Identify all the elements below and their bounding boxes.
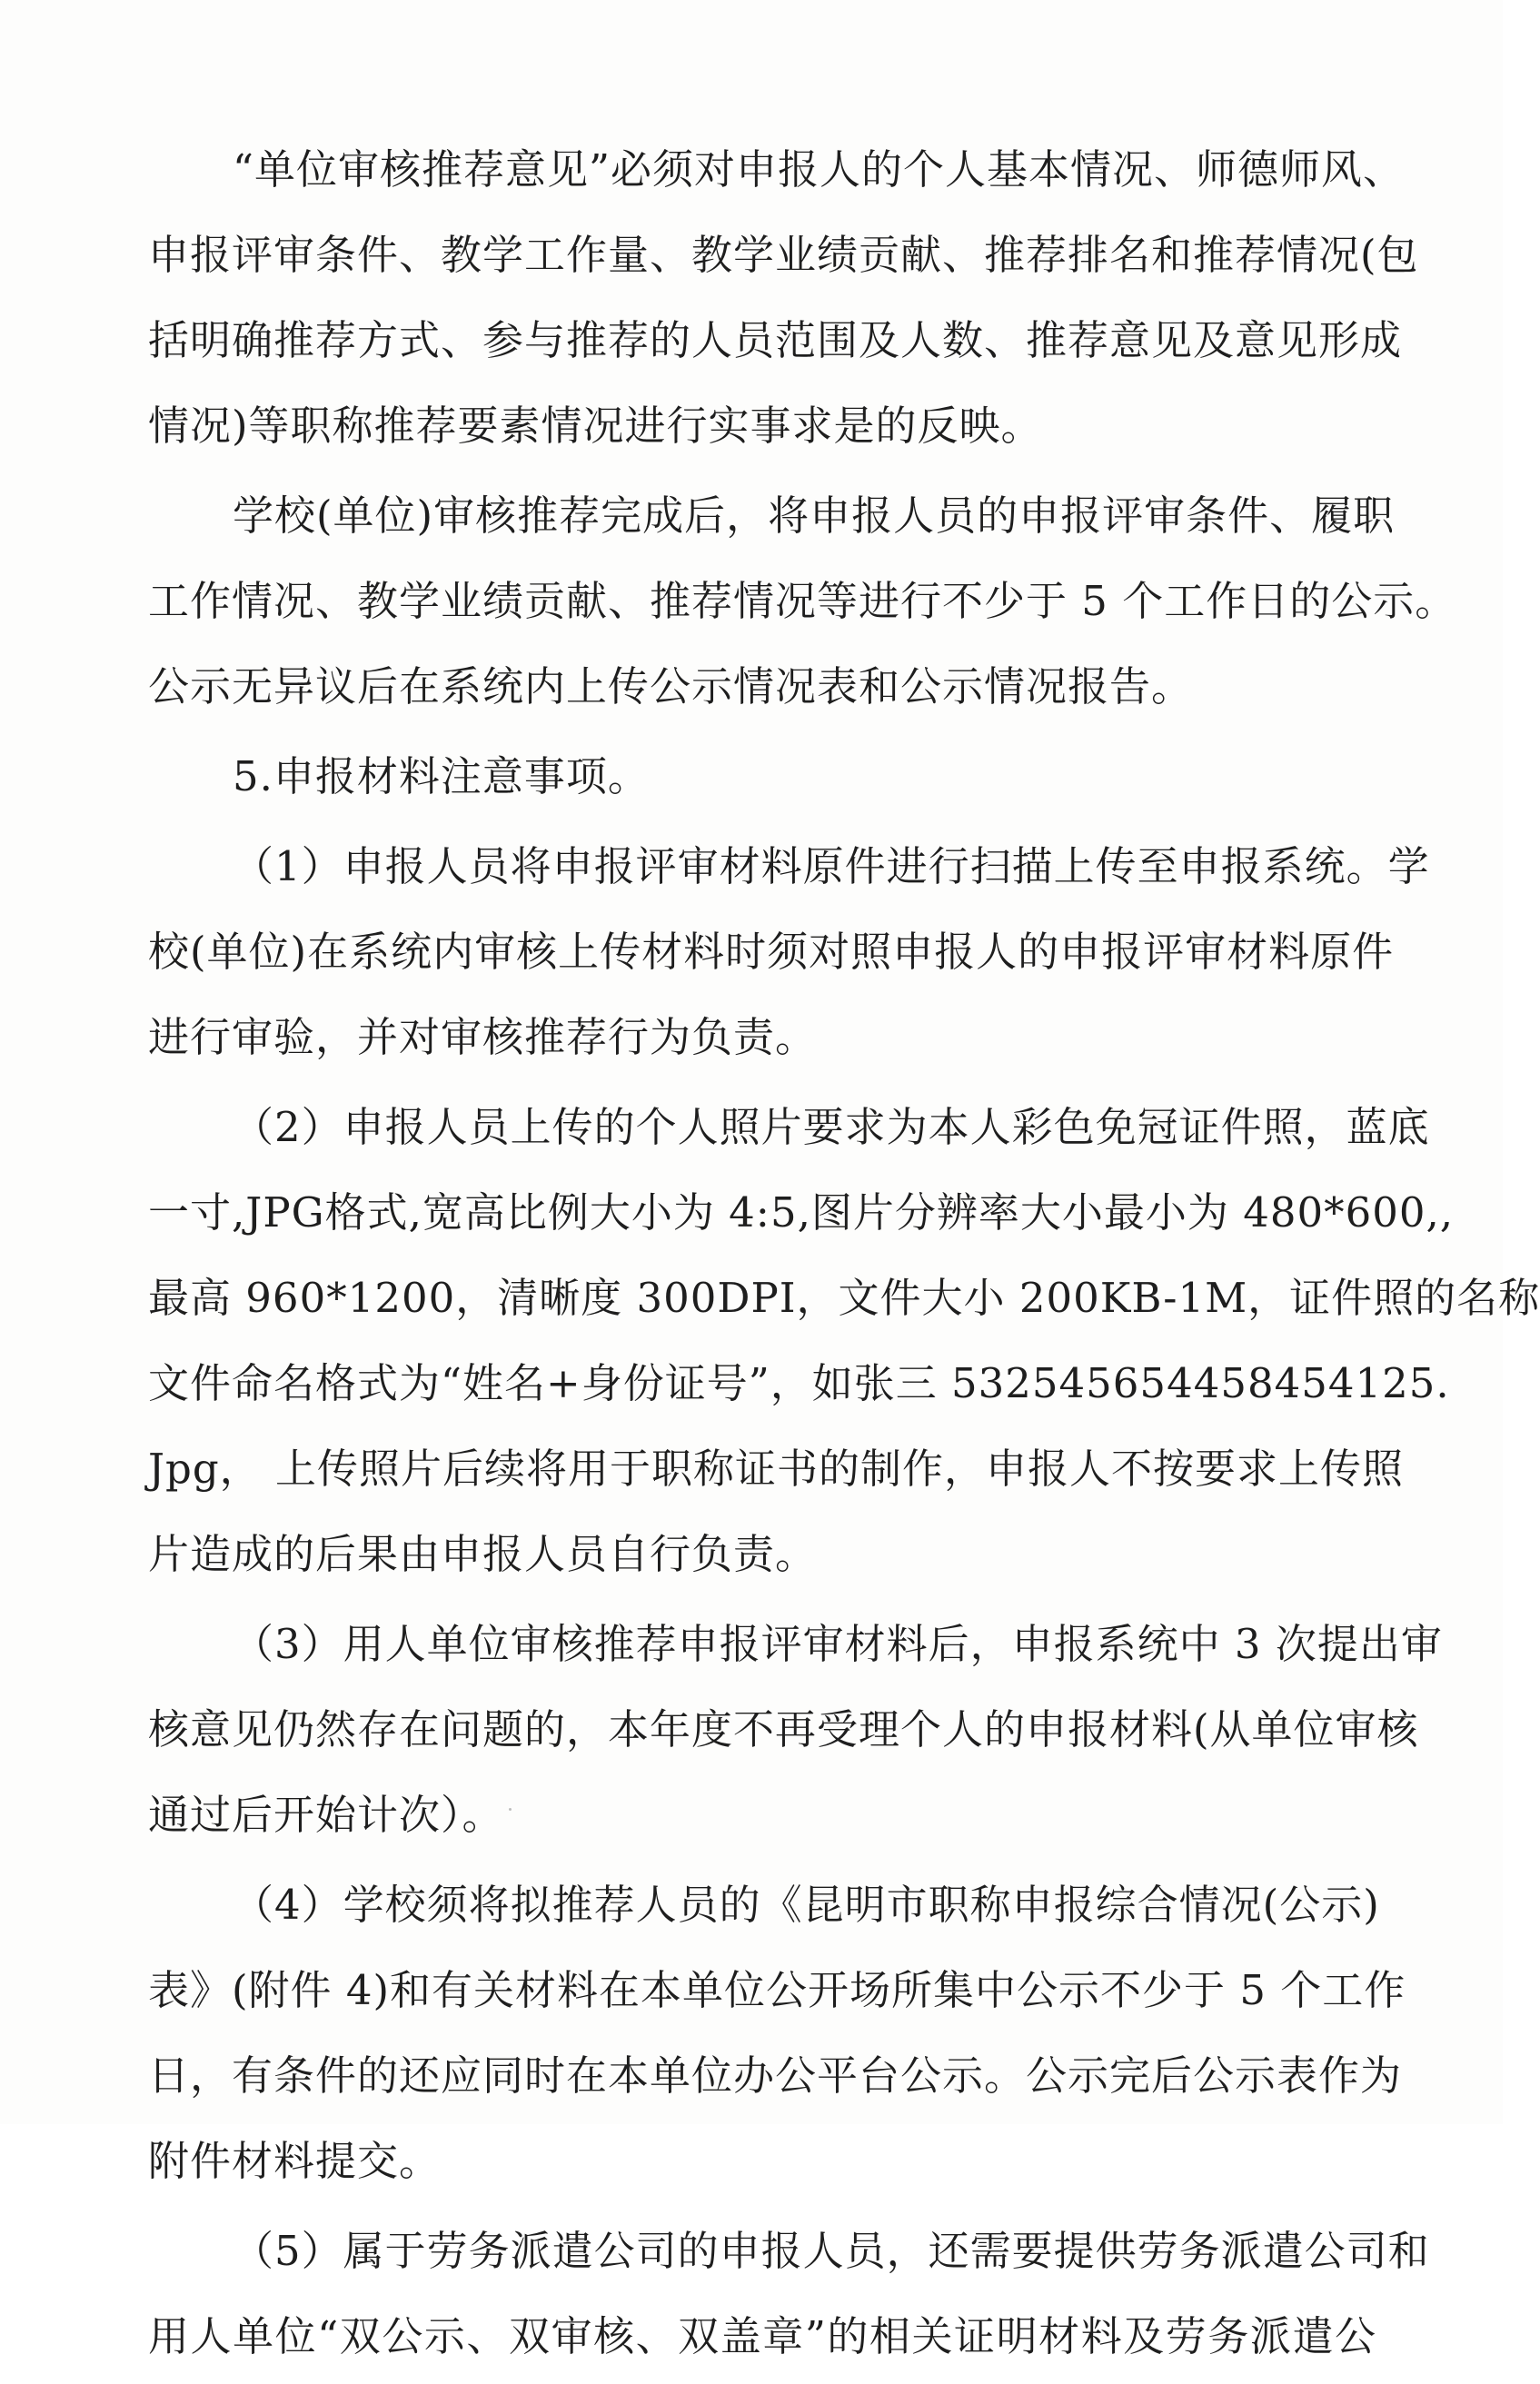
text-line: 日，有条件的还应同时在本单位办公平台公示。公示完后公示表作为 (148, 2051, 1403, 2100)
text-line: 工作情况、教学业绩贡献、推荐情况等进行不少于 5 个工作日的公示。 (148, 577, 1457, 625)
paragraph-unit-review-opinion (148, 127, 1419, 469)
section-heading-5 (148, 734, 1376, 820)
text-line: （1）申报人员将申报评审材料原件进行扫描上传至申报系统。学 (233, 842, 1430, 890)
paragraph-publicity (148, 473, 1457, 730)
scan-speck (509, 1808, 512, 1811)
text-line: 表》(附件 4)和有关材料在本单位公开场所集中公示不少于 5 个工作 (148, 1966, 1406, 2014)
text-line: （4）学校须将拟推荐人员的《昆明市职称申报综合情况(公示) (233, 1881, 1380, 1929)
text-line: 用人单位“双公示、双审核、双盖章”的相关证明材料及劳务派遣公 (148, 2312, 1376, 2360)
text-line: 公示无异议后在系统内上传公示情况表和公示情况报告。 (148, 662, 1194, 710)
text-line: 括明确推荐方式、参与推荐的人员范围及人数、推荐意见及意见形成 (148, 316, 1403, 364)
text-line: “单位审核推荐意见”必须对申报人的个人基本情况、师德师风、 (233, 145, 1406, 194)
text-line: 文件命名格式为“姓名+身份证号”，如张三 532545654458454125. (148, 1359, 1450, 1407)
text-line: 附件材料提交。 (148, 2137, 442, 2185)
paragraph-item-5 (148, 2209, 1430, 2379)
text-line: 情况)等职称推荐要素情况进行实事求是的反映。 (148, 402, 1043, 450)
text-line: 进行审验，并对审核推荐行为负责。 (148, 1013, 818, 1061)
text-line: 最高 960*1200，清晰度 300DPI，文件大小 200KB-1M，证件照的名称 (148, 1274, 1540, 1322)
text-line: 一寸,JPG格式,宽高比例大小为 4:5,图片分辨率大小最小为 480*600,, (148, 1188, 1455, 1237)
document-body (148, 127, 1540, 2384)
text-line: 校(单位)在系统内审核上传材料时须对照申报人的申报评审材料原件 (148, 928, 1395, 976)
text-line: （5）属于劳务派遣公司的申报人员，还需要提供劳务派遣公司和 (233, 2227, 1430, 2275)
text-line: （2）申报人员上传的个人照片要求为本人彩色免冠证件照，蓝底 (233, 1103, 1430, 1151)
text-line: 核意见仍然存在问题的，本年度不再受理个人的申报材料(从单位审核 (148, 1705, 1419, 1753)
paragraph-item-2 (148, 1085, 1540, 1597)
section-heading: 5.申报材料注意事项。 (233, 752, 650, 800)
text-line: Jpg， 上传照片后续将用于职称证书的制作，申报人不按要求上传照 (148, 1445, 1404, 1493)
text-line: 片造成的后果由申报人员自行负责。 (148, 1530, 818, 1578)
text-line: 学校(单位)审核推荐完成后，将申报人员的申报评审条件、履职 (233, 492, 1396, 540)
paragraph-item-4 (148, 1862, 1406, 2204)
text-line: （3）用人单位审核推荐申报评审材料后，申报系统中 3 次提出审 (233, 1620, 1443, 1668)
paragraph-item-1 (148, 824, 1430, 1080)
paragraph-item-3 (148, 1602, 1443, 1858)
text-line: 通过后开始计次）。 (148, 1791, 504, 1839)
text-line: 申报评审条件、教学工作量、教学业绩贡献、推荐排名和推荐情况(包 (148, 231, 1419, 279)
